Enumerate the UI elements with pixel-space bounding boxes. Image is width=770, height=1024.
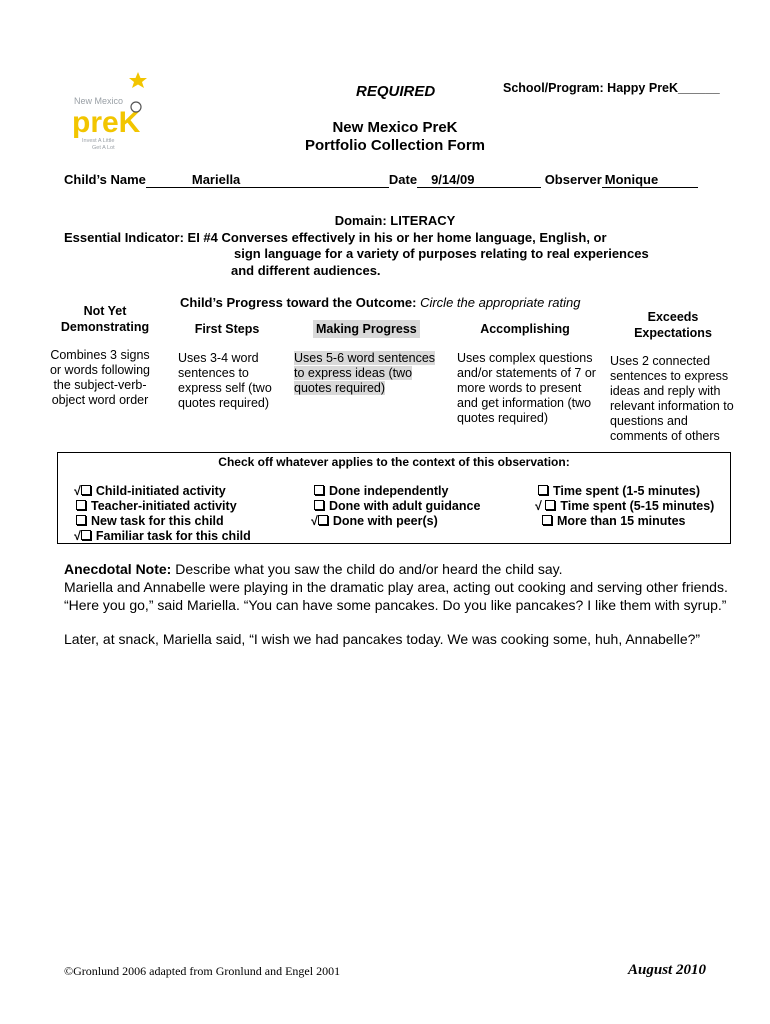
indicator-line3: and different audiences. <box>231 263 381 278</box>
checkbox-icon <box>314 485 324 495</box>
anecdotal-label: Anecdotal Note: <box>64 561 172 577</box>
check-label: Done independently <box>329 484 449 498</box>
check-mark-icon: √ <box>74 529 81 543</box>
checkbox-icon <box>545 500 555 510</box>
check-label: Teacher-initiated activity <box>91 499 237 513</box>
progress-heading <box>180 295 581 310</box>
observer-label: Observer <box>544 172 602 187</box>
checkbox-icon <box>81 485 91 495</box>
level-text-accomplishing: Uses complex questions and/or statements of 7 or more words to present and get information (two quotes required) <box>457 351 596 425</box>
level-label-exceeds[interactable]: Exceeds Expectations <box>634 310 712 340</box>
check-done-adult-guidance[interactable] <box>311 499 480 514</box>
context-col1 <box>74 484 251 544</box>
check-mark-icon: √ <box>74 484 81 498</box>
check-familiar-task[interactable] <box>74 529 251 544</box>
check-label: Time spent (1-5 minutes) <box>553 484 701 498</box>
logo-tagline-2: Get A Lot <box>92 145 115 151</box>
new-mexico-prek-logo <box>70 72 165 152</box>
check-done-independently[interactable] <box>311 484 480 499</box>
checkbox-icon <box>318 515 328 525</box>
check-label: More than 15 minutes <box>557 514 686 528</box>
school-program-field: School/Program: Happy PreK______ <box>503 81 720 95</box>
checkbox-icon <box>538 485 548 495</box>
level-label-accomplishing[interactable]: Accomplishing <box>480 322 570 336</box>
anecdotal-heading <box>64 560 563 578</box>
level-label-making-progress[interactable]: Making Progress <box>313 320 420 338</box>
level-text-not-yet: Combines 3 signs or words following the subject-verb-object word order <box>49 348 151 407</box>
logo-tagline-1: Invest A Little <box>82 138 115 144</box>
domain-line: Domain: LITERACY <box>334 213 456 228</box>
level-label-first-steps[interactable]: First Steps <box>194 322 260 336</box>
check-more-than-15[interactable] <box>535 514 714 529</box>
indicator-line1: Essential Indicator: EI #4 Converses effectively in his or her home language, English, or <box>64 230 607 245</box>
anecdotal-prompt: Describe what you saw the child do and/or heard the child say. <box>175 561 563 577</box>
anecdotal-line1: Mariella and Annabelle were playing in the dramatic play area, acting out cooking and serving other friends. <box>64 579 728 595</box>
check-teacher-initiated[interactable] <box>74 499 251 514</box>
check-label: Done with adult guidance <box>329 499 481 513</box>
check-mark-icon: √ <box>311 514 318 528</box>
date-field[interactable] <box>417 173 541 188</box>
check-label: Done with peer(s) <box>332 514 438 528</box>
progress-heading-bold: Child’s Progress toward the Outcome: <box>180 295 417 310</box>
context-heading: Check off whatever applies to the context of this observation: <box>218 455 570 469</box>
context-col3 <box>535 484 714 529</box>
check-child-initiated[interactable] <box>74 484 251 499</box>
form-title-line2: Portfolio Collection Form <box>305 137 485 154</box>
checkbox-icon <box>76 500 86 510</box>
checkbox-icon <box>542 515 552 525</box>
logo-line1: New Mexico <box>74 96 124 106</box>
observer-value: Monique <box>604 172 659 187</box>
footer-date: August 2010 <box>628 962 706 978</box>
indicator-line2: sign language for a variety of purposes relating to real experiences <box>234 246 649 261</box>
context-col2 <box>311 484 480 529</box>
anecdotal-line3: Later, at snack, Mariella said, “I wish we had pancakes today. We was cooking some, huh, Annabelle?” <box>64 631 701 647</box>
check-label: Familiar task for this child <box>95 529 251 543</box>
child-name-field[interactable] <box>146 173 389 188</box>
child-info-row <box>64 172 698 188</box>
anecdotal-line2: “Here you go,” said Mariella. “You can have some pancakes. Do you like pancakes? I like them with syrup.” <box>64 597 727 613</box>
observer-field[interactable] <box>602 173 698 188</box>
child-name-value: Mariella <box>191 172 241 187</box>
check-time-1-5[interactable] <box>535 484 714 499</box>
child-name-label: Child’s Name <box>64 172 146 187</box>
date-value: 9/14/09 <box>431 172 475 187</box>
level-text-first-steps: Uses 3-4 word sentences to express self (two quotes required) <box>178 351 272 410</box>
required-label: REQUIRED <box>356 83 436 100</box>
checkbox-icon <box>76 515 86 525</box>
level-label-not-yet[interactable]: Not Yet Demonstrating <box>60 304 150 334</box>
progress-heading-italic: Circle the appropriate rating <box>420 295 581 310</box>
date-label: Date <box>388 172 418 187</box>
footer-copyright: ©Gronlund 2006 adapted from Gronlund and Engel 2001 <box>64 964 341 978</box>
level-text-exceeds: Uses 2 connected sentences to express ideas and reply with relevant information to questions and comments of others <box>610 354 734 443</box>
check-done-with-peers[interactable] <box>311 514 480 529</box>
checkbox-icon <box>81 530 91 540</box>
level-text-making-progress <box>294 351 436 396</box>
check-label: New task for this child <box>91 514 224 528</box>
checkbox-icon <box>314 500 324 510</box>
check-label: Time spent (5-15 minutes) <box>560 499 715 513</box>
form-title-line1: New Mexico PreK <box>332 119 458 136</box>
check-mark-icon: √ <box>535 499 542 513</box>
check-label: Child-initiated activity <box>95 484 226 498</box>
check-time-5-15[interactable] <box>535 499 714 514</box>
logo-brand: preK <box>72 106 141 139</box>
making-progress-highlight: Uses 5-6 word sentences to express ideas (two quotes required) <box>294 351 436 395</box>
check-new-task[interactable] <box>74 514 251 529</box>
